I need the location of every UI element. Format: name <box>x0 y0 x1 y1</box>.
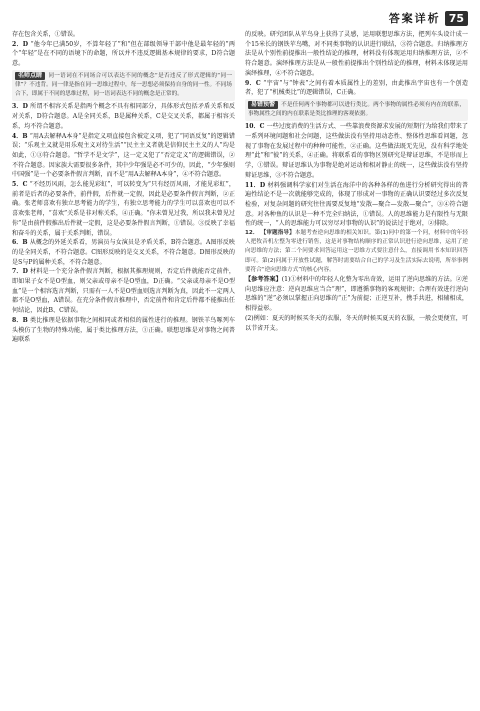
page-number-badge: 75 <box>445 11 468 26</box>
question-number: 11．D <box>245 181 268 189</box>
answer-paragraph <box>245 229 468 275</box>
answer-paragraph <box>245 181 468 230</box>
answer-paragraph <box>245 275 468 314</box>
note-box <box>245 99 468 121</box>
paragraph-text: 材料强调科学家们对生活在海洋中的各种各样的鱼进行分析研究得出的普遍性结论不是一次就能够完成的，体现了形成对一事物的正确认识要经过多次反复检验，对复杂问题的研究往往需要反复地“发散—聚合—发散—聚合”，③④符合题意。对各种鱼的认识是一种不完全归纳法，①错误。人的思维能力是有限性与无限性的统一，“人的思维能力可以穷尽对事物的认识”的说法过于绝对，②排除。 <box>245 181 468 228</box>
question-number: 6．B <box>12 239 30 247</box>
paragraph-text: (2)例如：夏天的时候买冬天的衣服，冬天的时候买夏天的衣服，一般会更便宜，可以节省开支。 <box>245 314 468 332</box>
answer-paragraph <box>245 79 468 98</box>
content-columns <box>12 30 468 705</box>
note-text: 同一语词在不同场合可以表达不同的概念“是否违反了形式逻辑的“同一律”？不违背。同一律是指在同一思维过程中，每一思想必须保持自身的同一性。不同场合下，即属于不同的思维过程，同一语词表达不同的概念是正常的。 <box>15 72 232 98</box>
question-number: 5．C <box>12 181 30 189</box>
question-number: 12． <box>245 230 261 237</box>
paragraph-text: 所谓不相容关系是指两个概念不具有相同部分，具体形式包括矛盾关系和反对关系，D符合题意。A是全同关系，B是属种关系，C是交叉关系，都属于相容关系，均不符合题意。 <box>12 103 235 130</box>
question-number: 3．D <box>12 103 31 111</box>
paragraph-text: “他今年已满50岁，不算年轻了”和“但在部级领导干部中他是最年轻的”两个“年轻”是在不同的语境下的命题，所以并不违反逻辑基本规律的要求，D符合题意。 <box>12 40 235 68</box>
paragraph-text: 一些过度消费的生活方式、一些靠浪费资源求发展的短期行为给我们带来了一系列环境问题和社会问题，这些做法没有坚持用动态性、整体性思维看问题，忽视了事物在发展过程中的种种可能性，②正确。这些做法既无先见，没有科学地处理“此”和“彼”的关系，④正确。将联系看的事物区别研究是辩证思维，不是形而上学，①错误。辩证思维认为事物是绝对运动和相对静止的统一，这些做法没有坚持辩证思维，③不符合题意。 <box>245 123 468 179</box>
question-number: 8．B <box>12 316 30 324</box>
question-number: 10．C <box>245 123 267 131</box>
answer-paragraph <box>12 102 235 131</box>
question-number: 4．B <box>12 132 30 140</box>
right-column <box>245 30 468 705</box>
answer-paragraph <box>245 122 468 180</box>
answer-paragraph <box>12 238 235 267</box>
header-title: 答案详析 <box>388 12 441 25</box>
paragraph-text: 的反映。研究团队从苹鸟身上获得了灵感，运用联想思维方法，把列车头设计成一个15米长的钢铁苹鸟嘴，对不同类事物的认识进行联结，③符合题意。归纳推理方法是从个别性前提推出一般性结论的推理，材料没有体现运用归纳推理方法，②不符合题意。演绎推理方法是从一般性前提推出个别性结论的推理，材料未体现运用演绎推理，④不符合题意。 <box>245 31 468 77</box>
answer-paragraph <box>12 316 235 345</box>
page-header <box>12 8 468 28</box>
note-box <box>12 70 235 102</box>
answer-paragraph <box>12 40 235 69</box>
answer-paragraph <box>12 267 235 316</box>
paragraph-text: 本题考查逆向思维的相关知识。第(1)问中的第一个问，材料中的年轻人把牧音机左整为零进行销售，这是对事物结构顺序的正常认识进行逆向思维，运用了逆向思维的方法；第二个问要求回答运用这一思维方式要注意什么，直接调用书本知识回答即可。第(2)问属于开放性试题，解答时需要结合自己的学习及生活实际去说明，所举事例要符合“逆向思维方式”的核心内容。 <box>245 230 468 273</box>
question-number: 2．D <box>12 40 31 48</box>
question-number: 7．D <box>12 268 31 276</box>
answer-paragraph <box>245 314 468 333</box>
left-column <box>12 30 235 705</box>
paragraph-text: 从概念的外延关系看，男演员与女演员是矛盾关系，B符合题意。A图形反映的是全同关系，不符合题意。C图形反映的是交叉关系，不符合题意。D图形反映的是S与P的属种关系，不符合题意。 <box>12 239 235 266</box>
section-label: 【审题指导】 <box>260 230 295 237</box>
answer-paragraph <box>12 132 235 181</box>
paragraph-text: 类比推理是依据事物之间相同或者相似的属性进行的推理。钢铁羊鸟啄列车头模仿了生物的特殊功能，属于类比推理方法，①正确。联想思维是对事物之间普遍联系 <box>12 316 235 344</box>
paragraph-text: “不经历风雨，怎么能见彩虹”，可以转变为“只有经历风雨，才能见彩虹”，前者是后者的必要条件，前件假，后件就一定假，因此是必要条件假言判断，②正确。张老师喜欢有独立思考能力的学生，有独立思考能力的学生可以喜欢也可以不喜欢张老师，“喜欢”关系是非对称关系，④正确。“你未曾见过我，所以我未曾见过你”是由前件假推出后件就一定假，这是必要条件假言判断，①错误。③反映了幸福和奋斗的关系，属于关系判断，错误。 <box>12 181 235 237</box>
answer-paragraph <box>12 30 235 40</box>
note-text: 不是任何两个事物都可以进行类比。两个事物的属性必须有内在的联系，事物属性之间的内在联系是类比推理的客观依据。 <box>248 101 465 118</box>
paragraph-text: “用A去解释A本身”是指定义项直接包含被定义项，犯了“同语反复”的逻辑错误；“乐观主义就是用乐观主义对待生活”“民主主义者就是信仰民主主义的人”均是如此，①③符合题意。“哲学不是文学”，这一定义犯了“否定定义”的逻辑错误，②不符合题意。因家族大需要很多条件，其中少年强是必不可少的，因此，“少年强则中国强”是一个必要条件假言判断，而不是“用A去解释A本身”，④不符合题意。 <box>12 132 235 179</box>
section-label: 【参考答案】 <box>245 276 282 284</box>
paragraph-text: 存在包含关系，①错误。 <box>12 31 80 38</box>
answer-paragraph <box>12 180 235 238</box>
paragraph-text: (1)①材料中的年轻人化整为零出奇效，运用了逆向思维的方法。②逆向思维应注意：逆向思维应当合“理”，即遵循事物的客观规律；合理有效进行逆向思维的“逆”必须以掌握正向思维的“正”为前提；正逆互补，携手共进，相辅相成，相得益彰。 <box>245 276 468 313</box>
note-tag: 名师点睛 <box>15 72 45 80</box>
question-number: 9．C <box>245 79 264 87</box>
paragraph-text: “宇宙”与“钟表”之间有着本质属性上的差别，由此推出宇宙也有一个创造者，犯了“机械类比”的逻辑错误，C正确。 <box>245 79 468 97</box>
note-tag: 易错预警 <box>248 101 278 109</box>
answer-paragraph <box>245 30 468 79</box>
paragraph-text: 材料是一个充分条件假言判断，根据其推理规则，否定后件就能否定前件，即如果子女不是O型血，则父亲或母亲不是O型血，D正确。“父亲或母亲不是O型血”是一个相容选言判断，只需有一人不是O型血则选言判断为真，因此不一定两人都不是O型血，A错误。在充分条件假言推理中，否定前件和肯定后件都不能推出任何结论，因此B、C错误。 <box>12 268 235 315</box>
